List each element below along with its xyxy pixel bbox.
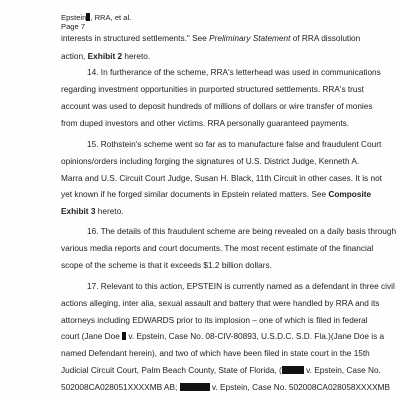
para14-line2: regarding investment opportunities in purported structured settlements. RRA's trust (61, 85, 364, 95)
para17-line3: attorneys including EDWARDS prior to its implosion – one of which is filed in federal (61, 315, 368, 325)
para15-line4: yet known if he forged similar documents in Epstein related matters. See Composite (61, 190, 372, 200)
header-caption (61, 13, 131, 22)
exhibit-reference: Exhibit 3 (61, 207, 96, 217)
para17-line6: Judicial Circuit Court, Palm Beach County, State of Florida, ( v. Epstein, Case No. (61, 366, 381, 376)
italic-citation: Preliminary Statement (209, 34, 291, 43)
para17-line4: court (Jane Doe v. Epstein, Case No. 08-CIV-80893, U.S.D.C. S.D. Fla.)(Jane Doe is a (61, 332, 385, 342)
para16-line2: various media reports and court documents. The most recent estimate of the financial (61, 244, 374, 254)
para15-line1: 15. Rothstein's scheme went so far as to manufacture false and fraudulent Court (87, 139, 382, 149)
exhibit-reference: Exhibit 2 (87, 51, 123, 61)
exhibit-reference: Composite (328, 190, 372, 200)
para15-line3: Marra and U.S. Circuit Court Judge, Susan H. Black, 11th Circuit in other cases. It is not (61, 173, 382, 183)
para15-line5: Exhibit 3 hereto. (61, 207, 124, 217)
para13-line1: interests in structured settlements." See Preliminary Statement of RRA dissolution (61, 34, 361, 43)
para15-line2: opinions/orders including forging the signatures of U.S. District Judge, Kenneth A. (61, 156, 360, 166)
redaction-block (180, 383, 210, 391)
para14-line1: 14. In furtherance of the scheme, RRA's letterhead was used in communications (87, 68, 381, 78)
para16-line1: 16. The details of this fraudulent scheme are being revealed on a daily basis through (87, 227, 397, 237)
para17-line1: 17. Relevant to this action, EPSTEIN is currently named as a defendant in three civil (87, 281, 395, 291)
page-number: Page 7 (61, 22, 86, 31)
para14-line3: account was used to deposit hundreds of millions of dollars or wire transfer of monies (61, 102, 373, 112)
redaction-block (282, 366, 304, 374)
header-name: Epstein (61, 13, 87, 22)
para16-line3: scope of the scheme is that it exceeds $1.2 billion dollars. (61, 261, 272, 271)
header-caption-rest: , RRA, et al. (90, 13, 132, 22)
page-header (61, 13, 131, 31)
para13-line2: action, Exhibit 2 hereto. (61, 51, 151, 61)
para17-line2: actions alleging, inter alia, sexual assault and battery that were handled by RRA and its (61, 298, 380, 308)
para14-line4: from duped investors and other victims. RRA personally guaranteed payments. (61, 119, 350, 129)
para17-line7: 502008CA028051XXXXMB AB; v. Epstein, Case No. 502008CA028058XXXXMB (61, 383, 390, 392)
para17-line5: named Defendant herein), and two of which have been filed in state court in the 15th (61, 349, 370, 359)
